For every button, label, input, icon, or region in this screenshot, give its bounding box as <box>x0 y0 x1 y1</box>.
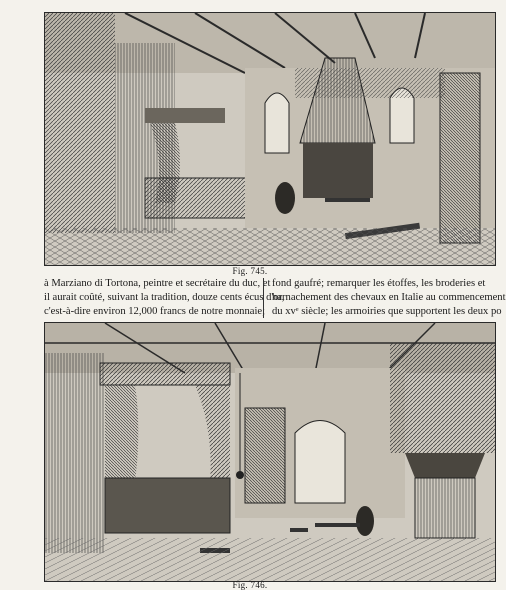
figure-caption-745: Fig. 745. <box>232 266 268 276</box>
text-line: à Marziano di Tortona, peintre et secrétaire du duc, et <box>44 278 271 289</box>
column-divider <box>263 278 264 318</box>
text-line: fond gaufré; remarquer les étoffes, les broderies et <box>272 278 486 289</box>
engraving-illustration-gothic-hall <box>45 13 495 265</box>
engraving-figure-746 <box>44 322 496 582</box>
text-line: il aurait coûté, suivant la tradition, douze cents écus d'or, <box>44 292 285 303</box>
text-line: harnachement des chevaux en Italie au commencement <box>272 292 506 303</box>
engraving-figure-745 <box>44 12 496 266</box>
engraving-illustration-bedchamber <box>45 323 495 581</box>
text-line: c'est-à-dire environ 12,000 francs de notre monnaie; <box>44 306 266 317</box>
text-line: du xvᵉ siècle; les armoiries que supportent les deux po <box>272 306 502 317</box>
text-column-left <box>44 277 285 319</box>
figure-caption-746: Fig. 746. <box>232 580 268 590</box>
body-text <box>44 277 506 321</box>
text-column-right <box>272 277 506 319</box>
